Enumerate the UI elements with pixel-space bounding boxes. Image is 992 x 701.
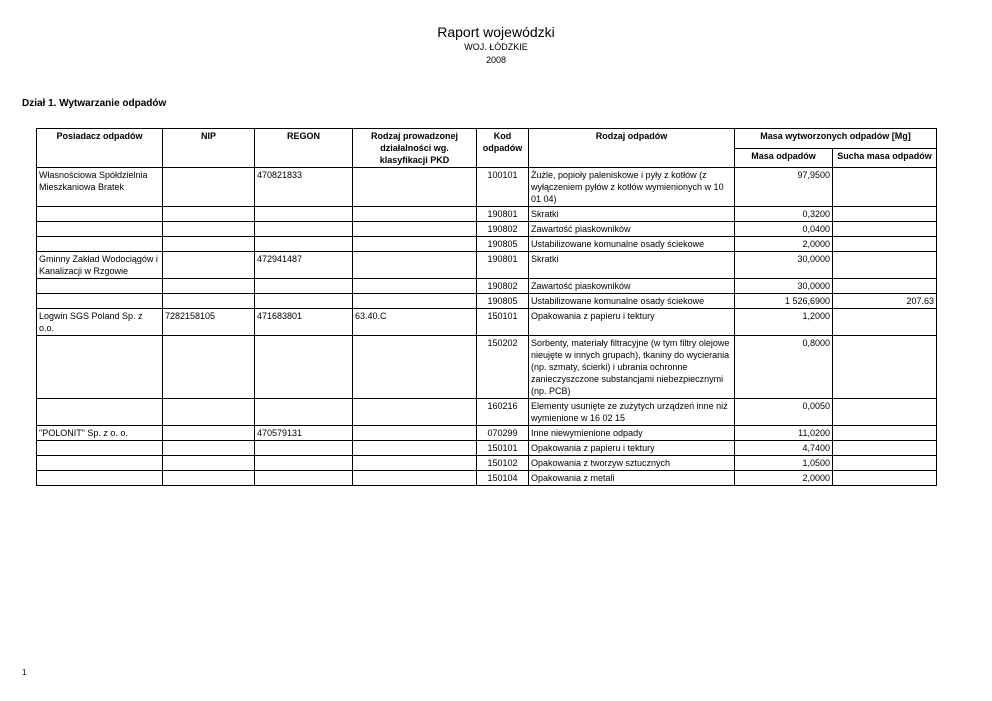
cell-mass: 1 526,6900 <box>735 294 833 309</box>
cell-dry-mass <box>833 426 937 441</box>
cell-holder <box>37 294 163 309</box>
cell-regon: 471683801 <box>255 309 353 336</box>
cell-holder <box>37 279 163 294</box>
cell-pkd: 63.40.C <box>353 309 477 336</box>
cell-type: Skratki <box>529 207 735 222</box>
cell-code: 190802 <box>477 222 529 237</box>
cell-pkd <box>353 399 477 426</box>
cell-code: 150101 <box>477 309 529 336</box>
cell-pkd <box>353 456 477 471</box>
cell-pkd <box>353 168 477 207</box>
cell-dry-mass <box>833 399 937 426</box>
cell-pkd <box>353 279 477 294</box>
cell-dry-mass <box>833 168 937 207</box>
cell-regon <box>255 471 353 486</box>
cell-mass: 2,0000 <box>735 237 833 252</box>
cell-holder <box>37 237 163 252</box>
cell-code: 190801 <box>477 207 529 222</box>
table-row <box>37 441 937 456</box>
cell-nip <box>163 441 255 456</box>
cell-pkd <box>353 222 477 237</box>
cell-type: Sorbenty, materiały filtracyjne (w tym filtry olejowe nieujęte w innych grupach), tkaniny do wycierania (np. szmaty, ścierki) i ubrania ochronne zanieczyszczone substancjami niebezpiecznymi (np. PCB) <box>529 336 735 399</box>
report-year: 2008 <box>485 55 507 65</box>
header-holder: Posiadacz odpadów <box>37 129 163 168</box>
cell-mass: 30,0000 <box>735 279 833 294</box>
cell-mass: 1,2000 <box>735 309 833 336</box>
cell-nip <box>163 222 255 237</box>
cell-nip <box>163 279 255 294</box>
cell-regon: 470579131 <box>255 426 353 441</box>
cell-type: Skratki <box>529 252 735 279</box>
cell-code: 100101 <box>477 168 529 207</box>
cell-code: 150202 <box>477 336 529 399</box>
cell-holder: Logwin SGS Poland Sp. z o.o. <box>37 309 163 336</box>
table-row <box>37 279 937 294</box>
cell-type: Opakowania z metali <box>529 471 735 486</box>
header-mass: Masa odpadów <box>735 148 833 168</box>
cell-regon: 470821833 <box>255 168 353 207</box>
table-row <box>37 168 937 207</box>
cell-regon <box>255 207 353 222</box>
cell-dry-mass <box>833 252 937 279</box>
cell-nip <box>163 399 255 426</box>
table-row <box>37 294 937 309</box>
cell-code: 150104 <box>477 471 529 486</box>
cell-type: Elementy usunięte ze zużytych urządzeń inne niż wymienione w 16 02 15 <box>529 399 735 426</box>
cell-type: Opakowania z tworzyw sztucznych <box>529 456 735 471</box>
cell-holder <box>37 207 163 222</box>
cell-pkd <box>353 237 477 252</box>
cell-holder <box>37 441 163 456</box>
header-code: Kod odpadów <box>477 129 529 168</box>
cell-nip <box>163 168 255 207</box>
cell-nip <box>163 294 255 309</box>
cell-type: Opakowania z papieru i tektury <box>529 309 735 336</box>
cell-pkd <box>353 294 477 309</box>
cell-regon <box>255 294 353 309</box>
cell-pkd <box>353 336 477 399</box>
cell-holder <box>37 399 163 426</box>
cell-code: 190801 <box>477 252 529 279</box>
cell-code: 190805 <box>477 294 529 309</box>
cell-regon: 472941487 <box>255 252 353 279</box>
cell-type: Ustabilizowane komunalne osady ściekowe <box>529 294 735 309</box>
table-row <box>37 456 937 471</box>
cell-mass: 4,7400 <box>735 441 833 456</box>
cell-nip <box>163 237 255 252</box>
cell-nip <box>163 456 255 471</box>
page-number: 1 <box>22 668 27 677</box>
table-row <box>37 252 937 279</box>
cell-mass: 30,0000 <box>735 252 833 279</box>
cell-regon <box>255 336 353 399</box>
cell-dry-mass: 207.63 <box>833 294 937 309</box>
cell-holder <box>37 222 163 237</box>
table-row <box>37 426 937 441</box>
report-title: Raport wojewódzki <box>437 24 555 40</box>
header-mass-group: Masa wytworzonych odpadów [Mg] <box>735 129 937 149</box>
table-row <box>37 237 937 252</box>
cell-code: 070299 <box>477 426 529 441</box>
cell-regon <box>255 456 353 471</box>
cell-mass: 97,9500 <box>735 168 833 207</box>
cell-nip <box>163 252 255 279</box>
cell-pkd <box>353 471 477 486</box>
cell-mass: 2,0000 <box>735 471 833 486</box>
cell-code: 190805 <box>477 237 529 252</box>
table-row <box>37 222 937 237</box>
header-regon: REGON <box>255 129 353 168</box>
cell-nip <box>163 207 255 222</box>
cell-holder: Gminny Zakład Wodociągów i Kanalizacji w Rzgowie <box>37 252 163 279</box>
cell-dry-mass <box>833 471 937 486</box>
header-pkd: Rodzaj prowadzonej działalności wg. klasyfikacji PKD <box>353 129 477 168</box>
cell-holder: Własnościowa Spółdzielnia Mieszkaniowa Bratek <box>37 168 163 207</box>
cell-type: Opakowania z papieru i tektury <box>529 441 735 456</box>
cell-mass: 11,0200 <box>735 426 833 441</box>
cell-mass: 1,0500 <box>735 456 833 471</box>
cell-pkd <box>353 207 477 222</box>
cell-holder <box>37 456 163 471</box>
cell-code: 160216 <box>477 399 529 426</box>
cell-dry-mass <box>833 237 937 252</box>
section-title: Dział 1. Wytwarzanie odpadów <box>22 98 167 109</box>
table-row <box>37 309 937 336</box>
cell-code: 150102 <box>477 456 529 471</box>
cell-type: Zawartość piaskowników <box>529 222 735 237</box>
cell-dry-mass <box>833 207 937 222</box>
cell-dry-mass <box>833 456 937 471</box>
report-header <box>0 24 992 67</box>
cell-regon <box>255 222 353 237</box>
cell-mass: 0,0050 <box>735 399 833 426</box>
cell-nip: 7282158105 <box>163 309 255 336</box>
report-region: WOJ. ŁÓDZKIE <box>464 42 528 52</box>
cell-code: 150101 <box>477 441 529 456</box>
cell-holder <box>37 336 163 399</box>
cell-nip <box>163 336 255 399</box>
header-type: Rodzaj odpadów <box>529 129 735 168</box>
cell-type: Żużle, popioły paleniskowe i pyły z kotłów (z wyłączeniem pyłów z kotłów wymienionych w 10 01 04) <box>529 168 735 207</box>
cell-dry-mass <box>833 309 937 336</box>
table-row <box>37 336 937 399</box>
cell-dry-mass <box>833 336 937 399</box>
header-nip: NIP <box>163 129 255 168</box>
cell-type: Inne niewymienione odpady <box>529 426 735 441</box>
waste-table <box>36 128 937 486</box>
cell-mass: 0,8000 <box>735 336 833 399</box>
cell-dry-mass <box>833 441 937 456</box>
cell-mass: 0,3200 <box>735 207 833 222</box>
cell-holder <box>37 471 163 486</box>
header-dry-mass: Sucha masa odpadów <box>833 148 937 168</box>
cell-pkd <box>353 426 477 441</box>
cell-dry-mass <box>833 222 937 237</box>
cell-regon <box>255 441 353 456</box>
cell-type: Zawartość piaskowników <box>529 279 735 294</box>
cell-regon <box>255 399 353 426</box>
cell-code: 190802 <box>477 279 529 294</box>
cell-nip <box>163 426 255 441</box>
cell-pkd <box>353 441 477 456</box>
cell-holder: "POLONIT" Sp. z o. o. <box>37 426 163 441</box>
table-row <box>37 399 937 426</box>
cell-dry-mass <box>833 279 937 294</box>
cell-nip <box>163 471 255 486</box>
cell-type: Ustabilizowane komunalne osady ściekowe <box>529 237 735 252</box>
cell-mass: 0,0400 <box>735 222 833 237</box>
table-row <box>37 471 937 486</box>
table-row <box>37 207 937 222</box>
cell-pkd <box>353 252 477 279</box>
cell-regon <box>255 237 353 252</box>
cell-regon <box>255 279 353 294</box>
